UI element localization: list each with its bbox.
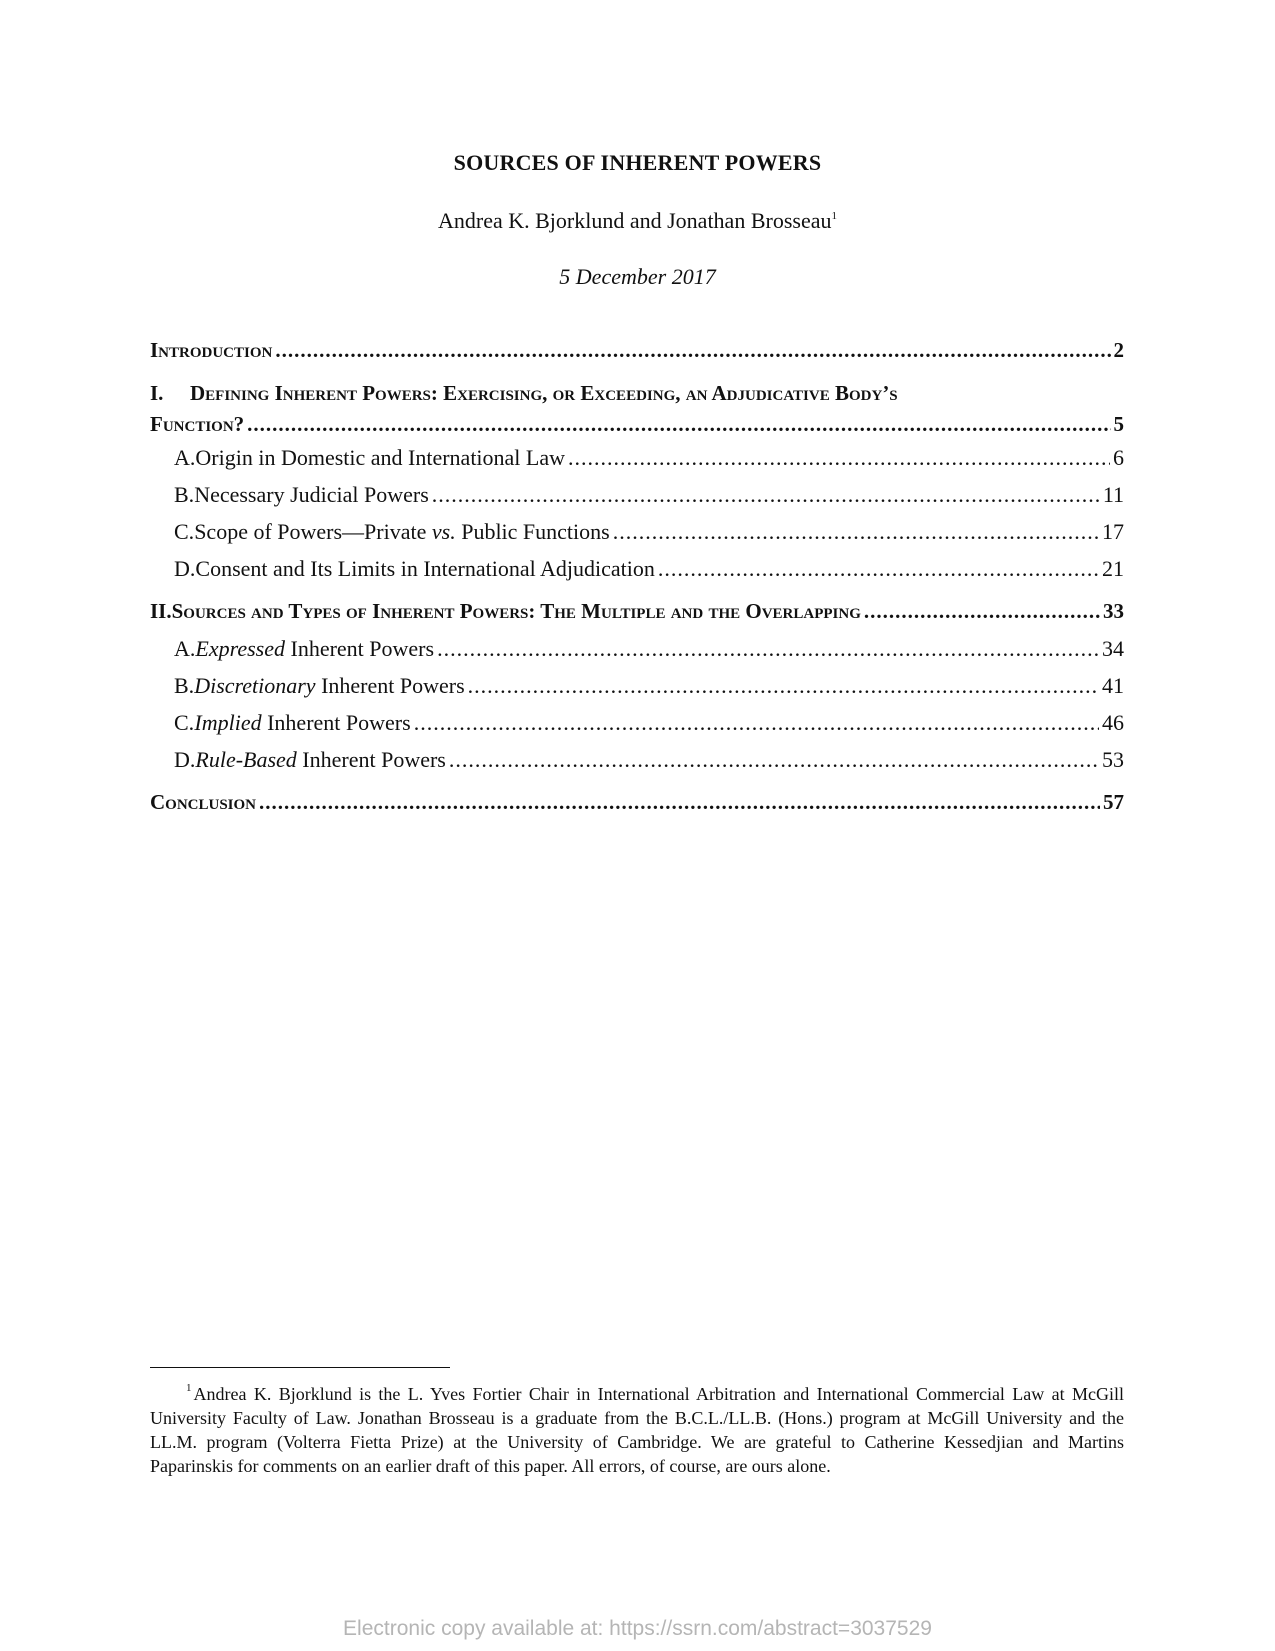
- toc-label-italic: Implied: [194, 710, 262, 735]
- paper-title: SOURCES OF INHERENT POWERS: [453, 150, 822, 175]
- toc-entry-1c[interactable]: [150, 513, 1124, 550]
- toc-number: C.: [174, 710, 195, 735]
- toc-number: A.: [174, 445, 196, 470]
- footnote: [150, 1378, 1124, 1478]
- toc-leader-dots: [247, 409, 1110, 439]
- toc-label: Necessary Judicial Powers: [194, 482, 429, 507]
- paper-date: 5 December 2017: [559, 264, 716, 289]
- toc-label-italic: Rule-Based: [195, 747, 297, 772]
- toc-leader-dots: [468, 667, 1099, 704]
- toc-entry-part-1-continued[interactable]: [150, 409, 1124, 439]
- toc-page-number: 5: [1113, 412, 1124, 436]
- table-of-contents: [150, 332, 1124, 821]
- toc-leader-dots: [449, 741, 1099, 778]
- toc-leader-dots: [275, 332, 1110, 369]
- toc-label: Function?: [150, 412, 245, 436]
- toc-label-post: Public Functions: [455, 519, 610, 544]
- footnote-text: Andrea K. Bjorklund is the L. Yves Fortier Chair in International Arbitration and International Commercial Law at McGill University Faculty of Law. Jonathan Brosseau is a graduate from the B.C.L./LL.B. (Hons.) program at McGill University and the LL.M. program (Volterra Fietta Prize) at the University of Cambridge. We are grateful to Catherine Kessedjian and Martins Paparinskis for comments on an earlier draft of this paper. All errors, of course, are ours alone.: [150, 1384, 1124, 1476]
- toc-page-number: 17: [1102, 519, 1124, 544]
- toc-leader-dots: [432, 476, 1100, 513]
- toc-leader-dots: [437, 630, 1099, 667]
- toc-label-pre: Scope of Powers—Private: [194, 519, 432, 544]
- toc-page-number: 34: [1102, 636, 1124, 661]
- toc-label: [195, 741, 445, 778]
- toc-label-rest: Inherent Powers: [285, 636, 435, 661]
- toc-entry-2a[interactable]: [150, 630, 1124, 667]
- toc-label: Sources and Types of Inherent Powers: The Multiple and the Overlapping: [171, 599, 861, 623]
- toc-leader-dots: [568, 439, 1110, 476]
- toc-label-rest: Inherent Powers: [315, 673, 465, 698]
- toc-entry-1a[interactable]: [150, 439, 1124, 476]
- toc-page-number: 21: [1102, 556, 1124, 581]
- toc-page-number: 41: [1102, 673, 1124, 698]
- toc-leader-dots: [658, 550, 1099, 587]
- ssrn-watermark: Electronic copy available at: https://ssrn.com/abstract=3037529: [343, 1617, 932, 1640]
- toc-label-rest: Inherent Powers: [261, 710, 411, 735]
- toc-label-rest: Inherent Powers: [296, 747, 446, 772]
- toc-number: II.: [150, 599, 172, 623]
- author-names: Andrea K. Bjorklund and Jonathan Brosseau: [438, 208, 832, 233]
- toc-label: [194, 704, 410, 741]
- toc-entry-conclusion[interactable]: [150, 784, 1124, 821]
- footnote-separator: [150, 1367, 450, 1368]
- toc-label: Consent and Its Limits in International Adjudication: [195, 556, 655, 581]
- footnote-marker: 1: [186, 1382, 192, 1394]
- toc-number: I.: [150, 381, 164, 405]
- toc-label: [194, 667, 464, 704]
- toc-entry-2c[interactable]: [150, 704, 1124, 741]
- toc-entry-2d[interactable]: [150, 741, 1124, 778]
- toc-leader-dots: [259, 784, 1100, 821]
- toc-page-number: 33: [1103, 599, 1124, 623]
- author-footnote-marker[interactable]: 1: [831, 210, 837, 222]
- toc-label-italic: Discretionary: [194, 673, 316, 698]
- toc-leader-dots: [613, 513, 1099, 550]
- toc-page-number: 57: [1103, 790, 1124, 814]
- toc-label: Introduction: [150, 338, 273, 362]
- toc-label: Origin in Domestic and International Law: [195, 445, 566, 470]
- toc-leader-dots: [414, 704, 1099, 741]
- toc-page-number: 46: [1102, 710, 1124, 735]
- toc-number: D.: [174, 747, 196, 772]
- toc-label-italic: vs.: [431, 519, 456, 544]
- toc-label: [194, 513, 610, 550]
- toc-label: Conclusion: [150, 790, 257, 814]
- toc-entry-2b[interactable]: [150, 667, 1124, 704]
- toc-entry-introduction[interactable]: [150, 332, 1124, 369]
- toc-number: B.: [174, 482, 195, 507]
- toc-number: A.: [174, 636, 196, 661]
- toc-number: C.: [174, 519, 195, 544]
- toc-entry-part-2[interactable]: [150, 593, 1124, 630]
- toc-page-number: 2: [1113, 338, 1124, 362]
- toc-page-number: 53: [1102, 747, 1124, 772]
- author-line: [0, 208, 1275, 234]
- toc-page-number: 6: [1113, 445, 1124, 470]
- toc-number: B.: [174, 673, 195, 698]
- toc-entry-1b[interactable]: [150, 476, 1124, 513]
- toc-number: D.: [174, 556, 196, 581]
- toc-label: [195, 630, 434, 667]
- toc-page-number: 11: [1102, 482, 1124, 507]
- toc-entry-part-1[interactable]: [150, 377, 1124, 409]
- toc-leader-dots: [864, 593, 1100, 630]
- toc-label: Defining Inherent Powers: Exercising, or Exceeding, an Adjudicative Body’s: [190, 381, 898, 405]
- toc-entry-1d[interactable]: [150, 550, 1124, 587]
- toc-label-italic: Expressed: [195, 636, 285, 661]
